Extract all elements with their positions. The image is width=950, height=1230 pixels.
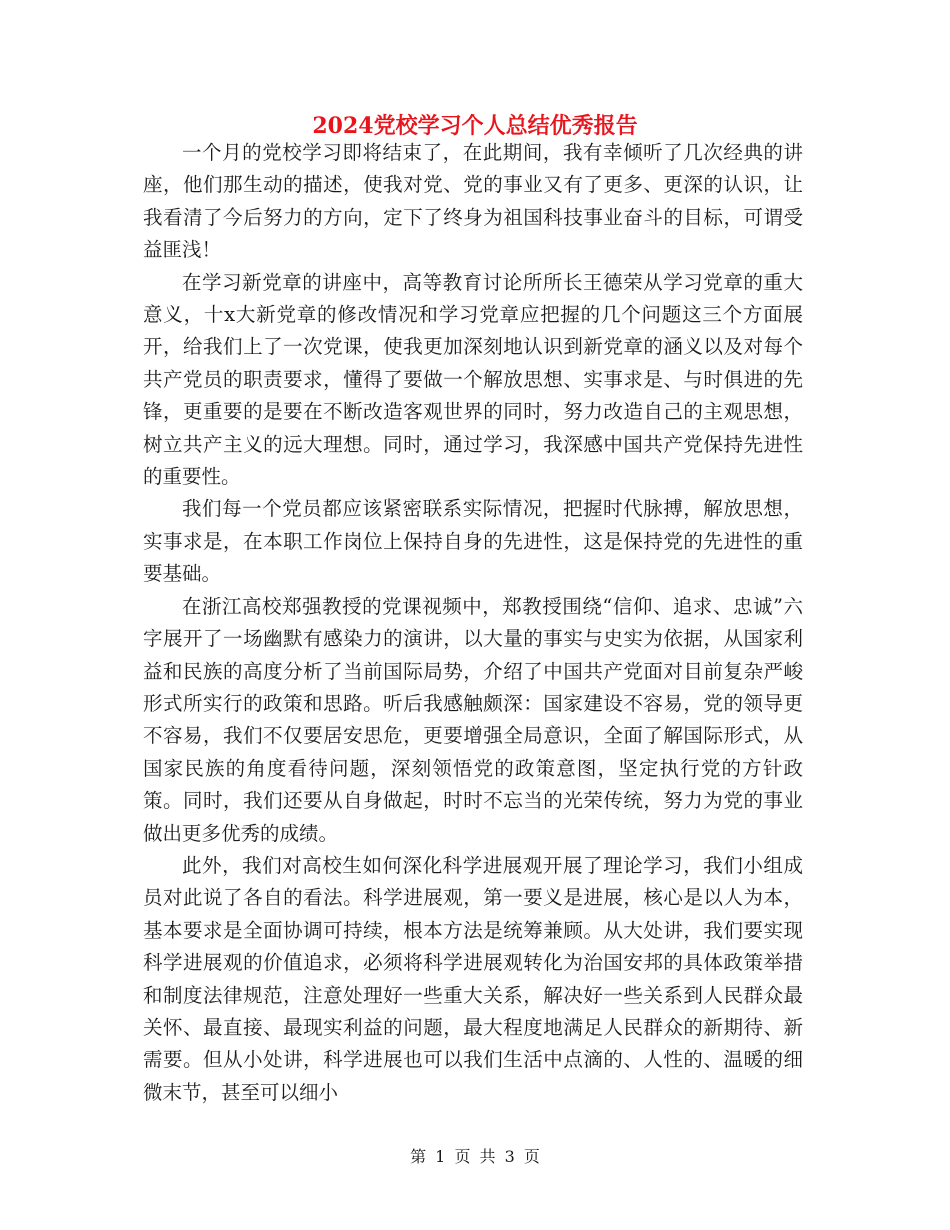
paragraph-4: 在浙江高校郑强教授的党课视频中，郑教授围绕“信仰、追求、忠诚”六字展开了一场幽默有感染力的演讲，以大量的事实与史实为依据，从国家利益和民族的高度分析了当前国际局势，介绍了中国共产党面对目前复杂严峻形式所实行的政策和思路。听后我感触颇深：国家建设不容易，党的领导更不容易，我们不仅要居安思危，更要增强全局意识，全面了解国际形式，从国家民族的角度看待问题，深刻领悟党的政策意图，坚定执行党的方针政策。同时，我们还要从自身做起，时时不忘当的光荣传统，努力为党的事业做出更多优秀的成绩。 [143,594,803,845]
paragraph-2: 在学习新党章的讲座中，高等教育讨论所所长王德荣从学习党章的重大意义，十x大新党章的修改情况和学习党章应把握的几个问题这三个方面展开，给我们上了一次党课，使我更加深刻地认识到新党章的涵义以及对每个共产党员的职责要求，懂得了要做一个解放思想、实事求是、与时俱进的先锋，更重要的是要在不断改造客观世界的同时，努力改造自己的主观思想，树立共产主义的远大理想。同时，通过学习，我深感中国共产党保持先进性的重要性。 [143,270,803,489]
paragraph-5: 此外，我们对高校生如何深化科学进展观开展了理论学习，我们小组成员对此说了各自的看法。科学进展观，第一要义是进展，核心是以人为本，基本要求是全面协调可持续，根本方法是统筹兼顾。从大处讲，我们要实现科学进展观的价值追求，必须将科学进展观转化为治国安邦的具体政策举措和制度法律规范，注意处理好一些重大关系，解决好一些关系到人民群众最关怀、最直接、最现实利益的问题，最大程度地满足人民群众的新期待、新需要。但从小处讲，科学进展也可以我们生活中点滴的、人性的、温暖的细微末节，甚至可以细小 [143,853,803,1104]
document-body [143,137,803,1109]
paragraph-1: 一个月的党校学习即将结束了，在此期间，我有幸倾听了几次经典的讲座，他们那生动的描述，使我对党、党的事业又有了更多、更深的认识，让我看清了今后努力的方向，定下了终身为祖国科技事业奋斗的目标，可谓受益匪浅！ [143,141,803,262]
paragraph-3: 我们每一个党员都应该紧密联系实际情况，把握时代脉搏，解放思想，实事求是，在本职工作岗位上保持自身的先进性，这是保持党的先进性的重要基础。 [143,497,803,586]
page-number-footer: 第 1 页 共 3 页 [410,1147,540,1166]
document-title: 2024党校学习个人总结优秀报告 [312,113,638,139]
